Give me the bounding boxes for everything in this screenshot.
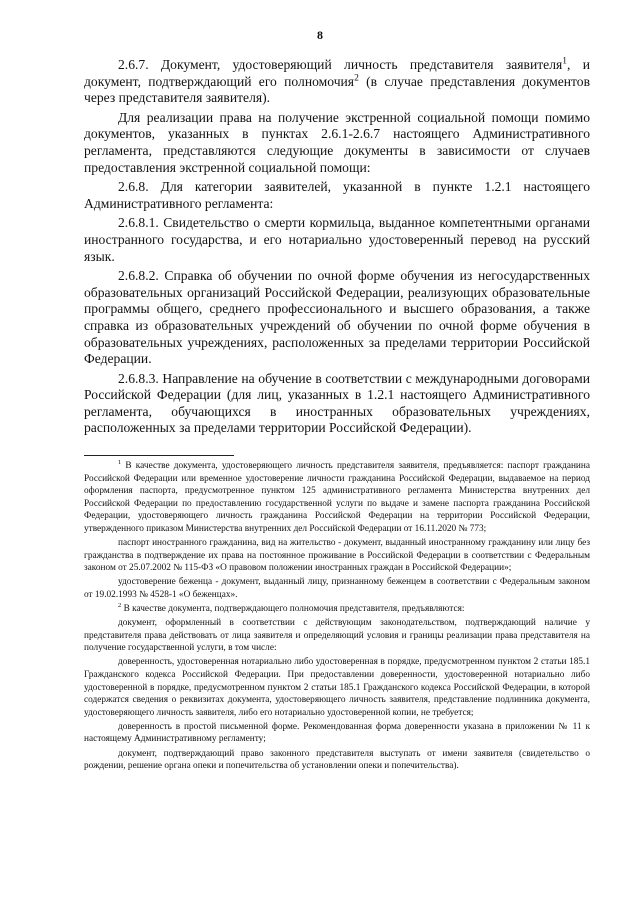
footnote-1-refugee: удостоверение беженца - документ, выданный лицу, признанному беженцем в соответствии с Федеральным законом от 19.02.1993 № 4528-1 «О беженцах».	[84, 577, 590, 600]
footnote-text: В качестве документа, удостоверяющего личность представителя заявителя, предъявляется: паспорт гражданина Российской Федерации или временное удостоверение личности гражданина Российской Федерации, выдаваемое на период оформления паспорта, предусмотренное пунктом 125 административного регламента Министерства внутренних дел Российской Федерации по предоставлению государственной услуги по выдаче и замене паспорта гражданина Российской Федерации, удостоверяющего личность гражданина Российской Федерации на территории Российской Федерации, утвержденного приказом Министерства внутренних дел Российской Федерации от 16.11.2020 № 773;	[84, 461, 590, 534]
main-text	[84, 57, 590, 440]
footnote-marker: 2	[118, 601, 122, 609]
paragraph-text: 2.6.7. Документ, удостоверяющий личность представителя заявителя	[118, 57, 563, 72]
footnote-1-passport: паспорт иностранного гражданина, вид на жительство - документ, выданный иностранному гражданину или лицу без гражданства в подтверждение их права на постоянное проживание в Российской Федерации в соответствии с Федеральным законом от 25.07.2002 № 115-ФЗ «О правовом положении иностранных граждан в Российской Федерации»;	[84, 538, 590, 574]
footnote-2-simple: доверенность в простой письменной форме. Рекомендованная форма доверенности указана в приложении № 11 к настоящему Административному регламенту;	[84, 721, 590, 745]
paragraph-text: , и документ, подтверждающий его полномочия	[84, 57, 590, 89]
footnote-text: В качестве документа, подтверждающего полномочия представителя, предъявляются:	[121, 604, 465, 615]
paragraph-2-6-7	[84, 57, 590, 107]
footnote-2-document: документ, оформленный в соответствии с действующим законодательством, подтверждающий наличие у представителя права действовать от лица заявителя и определяющий условия и границы реализации права представителя на получение государственной услуги, в том числе:	[84, 618, 590, 654]
footnote-marker: 1	[118, 458, 122, 466]
paragraph-2-6-8-3: 2.6.8.3. Направление на обучение в соответствии с международными договорами Российской Федерации (для лиц, указанных в 1.2.1 настоящего Административного регламента, обучающихся в иностранных образовательных учреждениях, расположенных за пределами территории Российской Федерации).	[84, 370, 590, 436]
footnote-ref: 1	[562, 56, 567, 67]
footnote-ref: 2	[354, 73, 359, 84]
paragraph-2-6-8: 2.6.8. Для категории заявителей, указанной в пункте 1.2.1 настоящего Административного регламента:	[84, 179, 590, 211]
paragraph-2-6-8-1: 2.6.8.1. Свидетельство о смерти кормильца, выданное компетентными органами иностранного государства, и его нотариально удостоверенный перевод на русский язык.	[84, 215, 590, 264]
footnote-2	[84, 603, 590, 616]
paragraph-2-6-8-2: 2.6.8.2. Справка об обучении по очной форме обучения из негосударственных образовательных организаций Российской Федерации, реализующих образовательные программы общего, среднего профессионального и высшего образования, а также справка из образовательных учреждений об обучении по очной форме обучения в образовательных учреждениях, расположенных за пределами территории Российской Федерации.	[84, 268, 590, 367]
page-number: 8	[317, 28, 323, 42]
footnote-2-notarial: доверенность, удостоверенная нотариально либо удостоверенная в порядке, предусмотренном пунктом 2 статьи 185.1 Гражданского кодекса Российской Федерации. При предоставлении доверенности, удостоверенной нотариально либо удостоверенной в порядке, предусмотренном пунктом 2 статьи 185.1 Гражданского кодекса Российской Федерации, в которой содержатся сведения о реквизитах документа, удостоверяющего личность заявителя, представление подлинника документа, удостоверяющего личность заявителя, либо его нотариально удостоверенной копии, не требуется;	[84, 657, 590, 718]
footnote-separator	[84, 455, 234, 456]
footnote-1	[84, 460, 590, 536]
footnotes	[84, 460, 590, 774]
paragraph-text: (в случае представления документов через представителя заявителя).	[84, 73, 590, 106]
footnote-2-legal-rep: документ, подтверждающий право законного представителя выступать от имени заявителя (свидетельство о рождении, решение органа опеки и попечительства об установлении опеки и попечительства).	[84, 748, 590, 772]
paragraph-intro: Для реализации права на получение экстренной социальной помощи помимо документов, указанных в пунктах 2.6.1-2.6.7 настоящего Административного регламента, представляются следующие документы в зависимости от случаев предоставления экстренной социальной помощи:	[84, 109, 590, 175]
